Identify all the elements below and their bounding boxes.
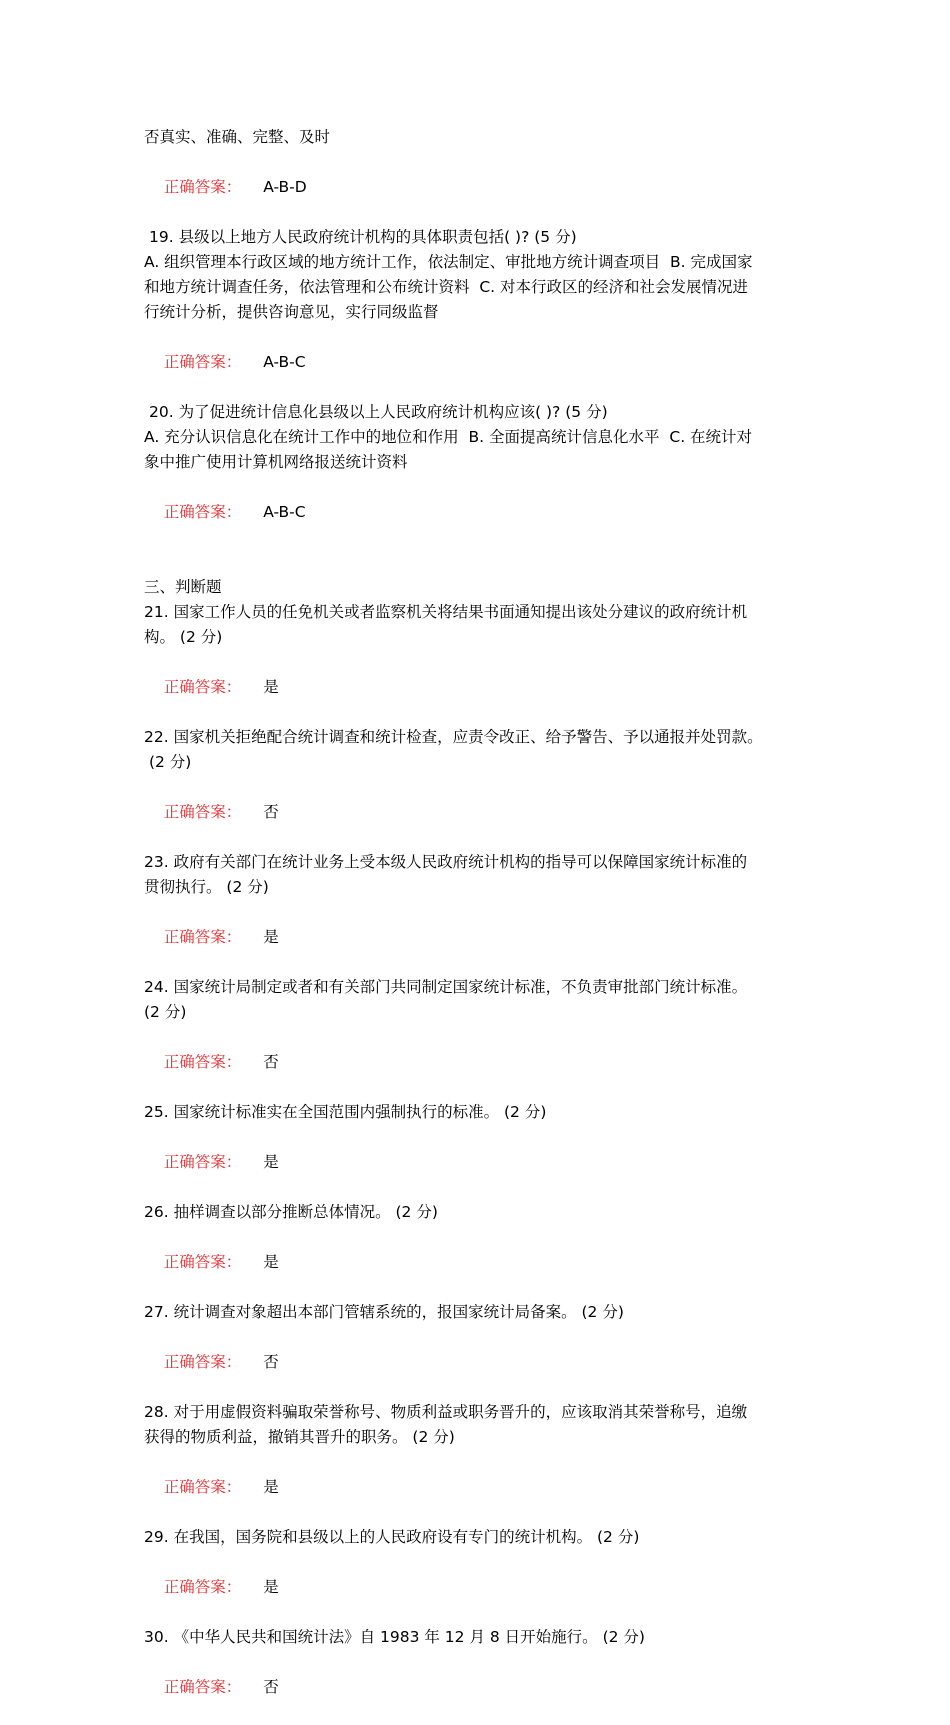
question-24-line-1: 24. 国家统计局制定或者和有关部门共同制定国家统计标准，不负责审批部门统计标准。 <box>144 978 748 996</box>
answer-value: 否 <box>263 1353 279 1371</box>
answer-row <box>144 325 824 400</box>
section-title: 三、判断题 <box>144 578 222 596</box>
question-28-line-2: 获得的物质利益，撤销其晋升的职务。 (2 分) <box>144 1428 455 1446</box>
answer-label: 正确答案： <box>163 928 242 946</box>
question-19-stem: 19. 县级以上地方人民政府统计机构的具体职责包括( )? (5 分) <box>149 228 577 246</box>
answer-row <box>144 775 824 850</box>
answer-row <box>144 150 824 225</box>
question-24-line-2: (2 分) <box>144 1003 187 1021</box>
answer-label: 正确答案： <box>163 1578 242 1596</box>
continued-option-text: 否真实、准确、完整、及时 <box>144 128 331 146</box>
answer-label: 正确答案： <box>163 178 242 196</box>
answer-label: 正确答案： <box>163 1053 242 1071</box>
question-21-line-1: 21. 国家工作人员的任免机关或者监察机关将结果书面通知提出该处分建议的政府统计机 <box>144 603 748 621</box>
answer-value: A-B-D <box>263 178 307 196</box>
question-30-line-1: 30. 《中华人民共和国统计法》自 1983 年 12 月 8 日开始施行。 (2 分) <box>144 1628 645 1646</box>
answer-value: 是 <box>263 678 279 696</box>
question-29-line-1: 29. 在我国，国务院和县级以上的人民政府设有专门的统计机构。 (2 分) <box>144 1528 640 1546</box>
answer-label: 正确答案： <box>163 678 242 696</box>
answer-value: 否 <box>263 803 279 821</box>
answer-value: A-B-C <box>263 353 306 371</box>
answer-label: 正确答案： <box>163 1678 242 1696</box>
question-22-line-1: 22. 国家机关拒绝配合统计调查和统计检查，应责令改正、给予警告、予以通报并处罚款。 <box>144 728 763 746</box>
question-21-line-2: 构。 (2 分) <box>144 628 223 646</box>
answer-label: 正确答案： <box>163 1153 242 1171</box>
answer-value: 否 <box>263 1053 279 1071</box>
answer-label: 正确答案： <box>163 503 242 521</box>
answer-label: 正确答案： <box>163 803 242 821</box>
answer-row <box>144 1225 824 1300</box>
answer-label: 正确答案： <box>163 1253 242 1271</box>
answer-row <box>144 1025 824 1100</box>
answer-value: 是 <box>263 1578 279 1596</box>
question-20-options-line-2: 象中推广使用计算机网络报送统计资料 <box>144 453 408 471</box>
question-25-line-1: 25. 国家统计标准实在全国范围内强制执行的标准。 (2 分) <box>144 1103 547 1121</box>
question-28-line-1: 28. 对于用虚假资料骗取荣誉称号、物质利益或职务晋升的，应该取消其荣誉称号，追缴 <box>144 1403 748 1421</box>
question-20-options-line-1: A. 充分认识信息化在统计工作中的地位和作用 B. 全面提高统计信息化水平 C. 在统计对 <box>144 428 753 446</box>
answer-row <box>144 1325 824 1400</box>
answer-label: 正确答案： <box>163 1353 242 1371</box>
question-20-stem: 20. 为了促进统计信息化县级以上人民政府统计机构应该( )? (5 分) <box>149 403 608 421</box>
answer-row <box>144 1550 824 1625</box>
answer-label: 正确答案： <box>163 1478 242 1496</box>
question-19-options-line-2: 和地方统计调查任务，依法管理和公布统计资料 C. 对本行政区的经济和社会发展情况进 <box>144 278 749 296</box>
answer-value: 否 <box>263 1678 279 1696</box>
answer-value: 是 <box>263 1253 279 1271</box>
answer-row <box>144 1450 824 1525</box>
spacer <box>144 550 824 575</box>
answer-row <box>144 900 824 975</box>
answer-value: 是 <box>263 928 279 946</box>
answer-value: 是 <box>263 1153 279 1171</box>
question-27-line-1: 27. 统计调查对象超出本部门管辖系统的，报国家统计局备案。 (2 分) <box>144 1303 624 1321</box>
question-23-line-2: 贯彻执行。 (2 分) <box>144 878 269 896</box>
question-23-line-1: 23. 政府有关部门在统计业务上受本级人民政府统计机构的指导可以保障国家统计标准的 <box>144 853 748 871</box>
question-22-line-2: (2 分) <box>144 753 192 771</box>
answer-value: 是 <box>263 1478 279 1496</box>
answer-row <box>144 475 824 550</box>
question-19-options-line-1: A. 组织管理本行政区域的地方统计工作，依法制定、审批地方统计调查项目 B. 完成国家 <box>144 253 753 271</box>
answer-row <box>144 1650 824 1725</box>
document-page <box>144 125 824 1725</box>
answer-label: 正确答案： <box>163 353 242 371</box>
answer-value: A-B-C <box>263 503 306 521</box>
question-26-line-1: 26. 抽样调查以部分推断总体情况。 (2 分) <box>144 1203 438 1221</box>
answer-row <box>144 1125 824 1200</box>
answer-row <box>144 650 824 725</box>
question-19-options-line-3: 行统计分析，提供咨询意见，实行同级监督 <box>144 303 439 321</box>
